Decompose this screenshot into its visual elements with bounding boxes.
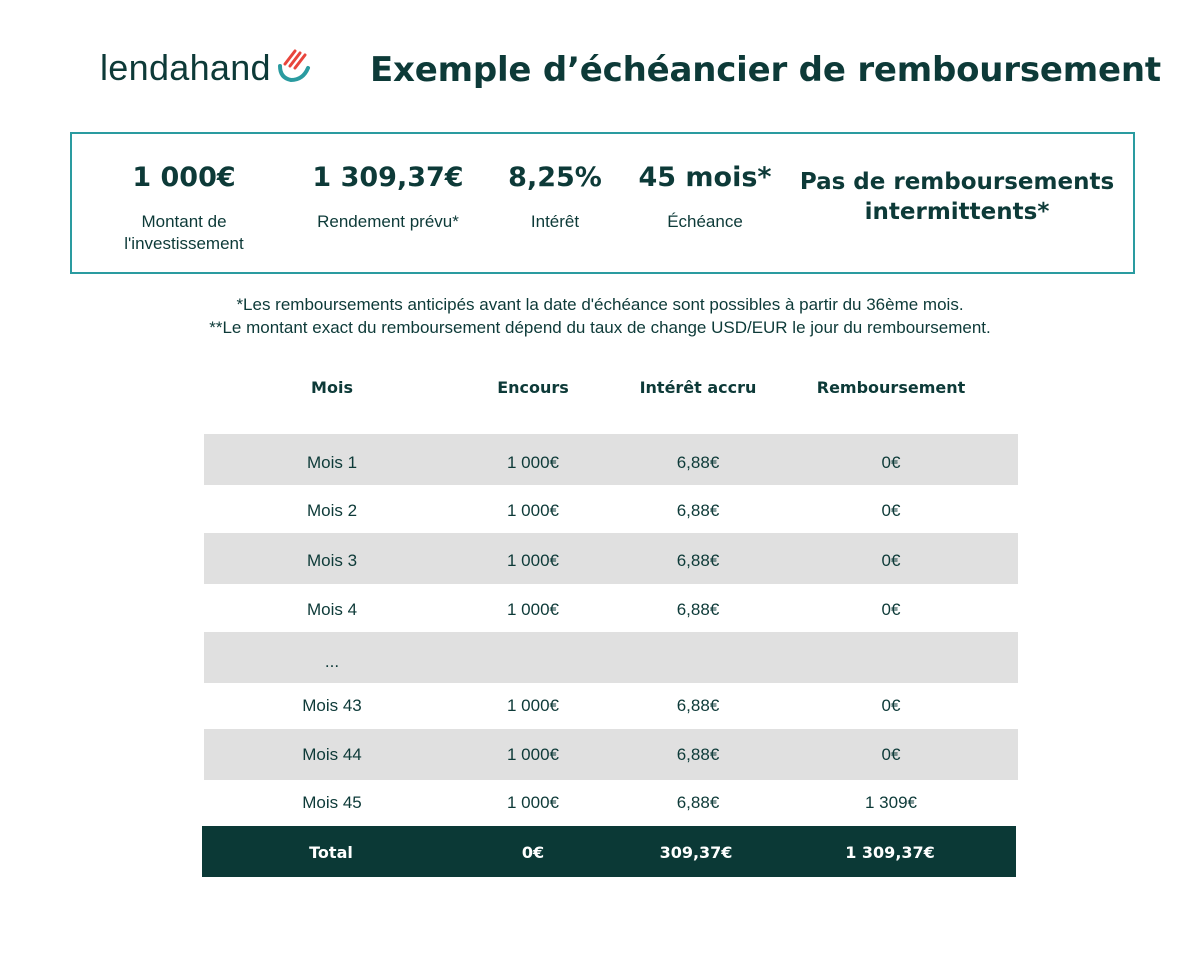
header-mois: Mois xyxy=(311,378,353,397)
interest-cell: 6,88€ xyxy=(676,453,720,472)
page-title: Exemple d’échéancier de remboursement xyxy=(370,50,1161,90)
interest-cell: 6,88€ xyxy=(676,551,720,570)
outstanding-cell: 1 000€ xyxy=(507,600,559,619)
interest-cell: 6,88€ xyxy=(676,745,720,764)
footnote-exchange-rate: **Le montant exact du remboursement dépend du taux de change USD/EUR le jour du remboursement. xyxy=(209,318,991,337)
table-row-ellipsis xyxy=(204,632,1018,683)
header-remboursement: Remboursement xyxy=(816,378,966,397)
total-repayment: 1 309,37€ xyxy=(845,843,935,862)
repayment-cell: 0€ xyxy=(881,745,901,764)
investment-amount-label: Montant de l'investissement xyxy=(124,212,244,253)
table-row xyxy=(204,683,1018,729)
repayment-cell: 0€ xyxy=(881,501,901,520)
expected-return-label: Rendement prévu* xyxy=(317,212,459,231)
interest-cell: 6,88€ xyxy=(676,793,720,812)
expected-return-stat xyxy=(298,162,478,233)
outstanding-cell: 1 000€ xyxy=(507,745,559,764)
schedule-table-body xyxy=(204,434,1018,825)
interest-value: 8,25% xyxy=(508,162,602,193)
interest-stat xyxy=(500,162,610,233)
investment-summary-box xyxy=(70,132,1135,274)
total-label: Total xyxy=(309,843,353,862)
table-header xyxy=(0,378,1200,402)
interest-label: Intérêt xyxy=(530,212,580,231)
table-row xyxy=(204,434,1018,485)
table-row xyxy=(204,780,1018,825)
table-total-row xyxy=(202,826,1016,877)
table-row xyxy=(204,485,1018,533)
logo-text: lendahand xyxy=(100,47,271,88)
term-value: 45 mois* xyxy=(638,162,772,193)
repayment-cell: 0€ xyxy=(881,600,901,619)
interest-cell: 6,88€ xyxy=(676,696,720,715)
month-cell: Mois 1 xyxy=(306,453,358,472)
header-encours: Encours xyxy=(497,378,569,397)
month-cell: Mois 44 xyxy=(302,745,362,764)
repayment-cell: 0€ xyxy=(881,696,901,715)
footnotes xyxy=(0,293,1200,339)
footnote-early-repayment: *Les remboursements anticipés avant la date d'échéance sont possibles à partir du 36ème mois. xyxy=(236,295,964,314)
lendahand-logo xyxy=(100,46,311,90)
no-intermittent-repayments-stat xyxy=(792,167,1122,227)
expected-return-value: 1 309,37€ xyxy=(312,162,464,193)
outstanding-cell: 1 000€ xyxy=(507,501,559,520)
total-interest: 309,37€ xyxy=(659,843,733,862)
interest-cell: 6,88€ xyxy=(676,501,720,520)
month-cell: Mois 43 xyxy=(302,696,362,715)
table-row xyxy=(204,584,1018,632)
table-row xyxy=(204,729,1018,780)
investment-amount-value: 1 000€ xyxy=(132,162,236,193)
outstanding-cell: 1 000€ xyxy=(507,696,559,715)
header-interet-accru: Intérêt accru xyxy=(639,378,757,397)
term-label: Échéance xyxy=(667,212,743,231)
ellipsis-cell: ... xyxy=(324,652,340,671)
outstanding-cell: 1 000€ xyxy=(507,551,559,570)
hand-stripes-icon xyxy=(277,48,311,88)
investment-amount-stat xyxy=(114,162,254,255)
month-cell: Mois 2 xyxy=(306,501,358,520)
outstanding-cell: 1 000€ xyxy=(507,453,559,472)
outstanding-cell: 1 000€ xyxy=(507,793,559,812)
month-cell: Mois 3 xyxy=(306,551,358,570)
repayment-cell: 1 309€ xyxy=(865,793,917,812)
repayment-cell: 0€ xyxy=(881,453,901,472)
total-outstanding: 0€ xyxy=(521,843,545,862)
month-cell: Mois 4 xyxy=(306,600,358,619)
table-row xyxy=(204,533,1018,584)
month-cell: Mois 45 xyxy=(302,793,362,812)
no-intermittent-repayments-text: Pas de remboursements intermittents* xyxy=(799,169,1115,225)
term-stat xyxy=(632,162,778,233)
interest-cell: 6,88€ xyxy=(676,600,720,619)
repayment-cell: 0€ xyxy=(881,551,901,570)
